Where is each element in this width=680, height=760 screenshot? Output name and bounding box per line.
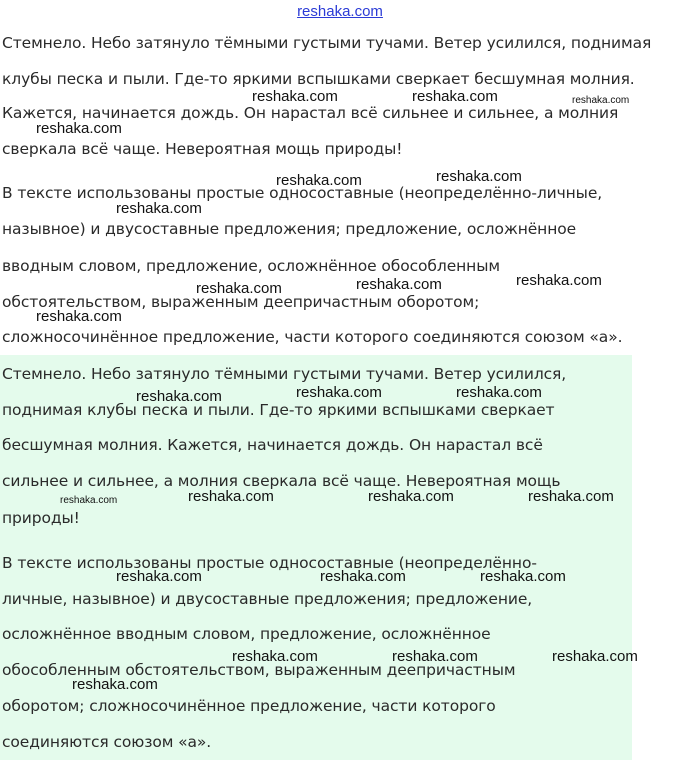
- watermark: reshaka.com: [320, 568, 406, 585]
- text-line: бесшумная молния. Кажется, начинается дождь. Он нарастал всё: [2, 436, 543, 454]
- watermark: reshaka.com: [196, 280, 282, 297]
- watermark: reshaka.com: [356, 276, 442, 293]
- original-text-block: [0, 26, 680, 356]
- watermark: reshaka.com: [412, 88, 498, 105]
- site-header: [0, 0, 680, 24]
- watermark: reshaka.com: [36, 308, 122, 325]
- watermark: reshaka.com: [552, 648, 638, 665]
- watermark: reshaka.com: [516, 272, 602, 289]
- watermark: reshaka.com: [36, 120, 122, 137]
- watermark: reshaka.com: [116, 200, 202, 217]
- site-link[interactable]: reshaka.com: [297, 3, 383, 20]
- text-line: обособленным обстоятельством, выраженным деепричастным: [2, 661, 516, 679]
- watermark: reshaka.com: [368, 488, 454, 505]
- watermark: reshaka.com: [116, 568, 202, 585]
- text-line: Стемнело. Небо затянуло тёмными густыми тучами. Ветер усилился,: [2, 365, 567, 383]
- text-line: В тексте использованы простые односоставные (неопределённо-личные,: [2, 184, 603, 202]
- text-line: осложнённое вводным словом, предложение, осложнённое: [2, 625, 491, 643]
- text-line: клубы песка и пыли. Где-то яркими вспышками сверкает бесшумная молния.: [2, 70, 635, 88]
- text-line: соединяются союзом «а».: [2, 733, 212, 751]
- watermark: reshaka.com: [72, 676, 158, 693]
- watermark: reshaka.com: [436, 168, 522, 185]
- text-line: Стемнело. Небо затянуло тёмными густыми тучами. Ветер усилился, поднимая: [2, 34, 652, 52]
- text-line: природы!: [2, 509, 80, 527]
- text-line: оборотом; сложносочинённое предложение, части которого: [2, 697, 496, 715]
- watermark: reshaka.com: [252, 88, 338, 105]
- text-line: личные, назывное) и двусоставные предложения; предложение,: [2, 590, 533, 608]
- text-line: В тексте использованы простые односоставные (неопределённо-: [2, 554, 537, 572]
- watermark: reshaka.com: [188, 488, 274, 505]
- watermark: reshaka.com: [392, 648, 478, 665]
- text-line: обстоятельством, выраженным деепричастным оборотом;: [2, 293, 480, 311]
- watermark: reshaka.com: [456, 384, 542, 401]
- watermark: reshaka.com: [232, 648, 318, 665]
- text-line: сложносочинённое предложение, части которого соединяются союзом «а».: [2, 328, 623, 346]
- text-line: сверкала всё чаще. Невероятная мощь природы!: [2, 140, 403, 158]
- watermark: reshaka.com: [136, 388, 222, 405]
- watermark: reshaka.com: [276, 172, 362, 189]
- watermark: reshaka.com: [480, 568, 566, 585]
- text-line: поднимая клубы песка и пыли. Где-то яркими вспышками сверкает: [2, 401, 555, 419]
- watermark: reshaka.com: [296, 384, 382, 401]
- text-line: вводным словом, предложение, осложнённое обособленным: [2, 257, 500, 275]
- watermark: reshaka.com: [60, 495, 118, 506]
- text-line: назывное) и двусоставные предложения; предложение, осложнённое: [2, 220, 577, 238]
- text-line: сильнее и сильнее, а молния сверкала всё чаще. Невероятная мощь: [2, 472, 561, 490]
- watermark: reshaka.com: [528, 488, 614, 505]
- watermark: reshaka.com: [572, 95, 630, 106]
- highlighted-text-block: [0, 355, 632, 760]
- text-line: Кажется, начинается дождь. Он нарастал всё сильнее и сильнее, а молния: [2, 104, 619, 122]
